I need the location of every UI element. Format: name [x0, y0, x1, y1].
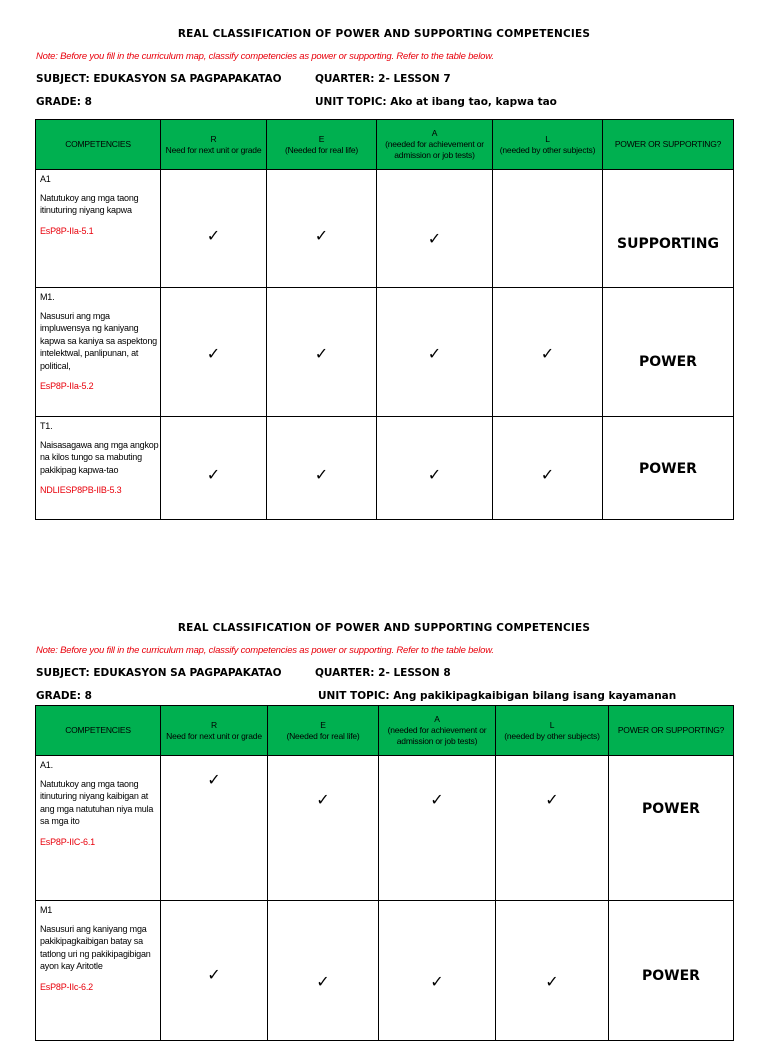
competency-code: M1. — [40, 292, 55, 302]
classification-label: POWER — [639, 354, 697, 370]
competency-description: Natutukoy ang mga taong itinuturing niyang kaibigan at ang mga natutuhan niya mula sa mga ito — [40, 778, 154, 826]
check-icon: ✓ — [206, 344, 221, 363]
competency-description: Naisasagawa ang mga angkop na kilos tungo sa mabuting pakikipag kapwa-tao — [40, 439, 159, 475]
subject-label: SUBJECT: EDUKASYON SA PAGPAPAKATAO — [36, 73, 282, 85]
check-icon: ✓ — [316, 790, 330, 809]
check-icon: ✓ — [427, 229, 442, 248]
check-icon: ✓ — [314, 465, 329, 484]
table-row — [36, 288, 734, 417]
instruction-note: Note: Before you fill in the curriculum map, classify competencies as power or supporting. Refer to the table below. — [36, 645, 494, 656]
check-icon: ✓ — [314, 226, 329, 245]
competency-cell — [36, 756, 161, 901]
check-icon: ✓ — [540, 465, 555, 484]
competency-description: Nasusuri ang kaniyang mga pakikipagkaibigan batay sa tatlong uri ng pakikipagibigan ayon kay Aritotle — [40, 923, 151, 971]
header-r: R Need for next unit or grade — [161, 120, 267, 170]
check-icon: ✓ — [540, 344, 555, 363]
classification-label: POWER — [642, 968, 700, 984]
check-icon: ✓ — [207, 770, 221, 789]
subject-label: SUBJECT: EDUKASYON SA PAGPAPAKATAO — [36, 667, 282, 679]
header-competencies: COMPETENCIES — [36, 120, 161, 170]
competency-cell — [36, 901, 161, 1041]
competency-code: T1. — [40, 421, 53, 431]
table-row — [36, 417, 734, 520]
classification-label: POWER — [639, 461, 697, 477]
quarter-label: QUARTER: 2- LESSON 8 — [315, 667, 451, 679]
grade-label: GRADE: 8 — [36, 96, 92, 108]
header-a: A (needed for achievement or admission or job tests) — [377, 120, 493, 170]
competency-reference: EsP8P-IIC-6.1 — [40, 836, 95, 847]
table-header-row — [36, 706, 734, 756]
check-icon: ✓ — [545, 790, 559, 809]
classification-table — [35, 705, 734, 1041]
competency-code: A1. — [40, 760, 53, 770]
check-icon: ✓ — [206, 465, 221, 484]
unit-topic-label: UNIT TOPIC: Ako at ibang tao, kapwa tao — [315, 96, 557, 108]
header-power-or-supporting: POWER OR SUPPORTING? — [609, 706, 734, 756]
header-e: E (Needed for real life) — [268, 706, 379, 756]
check-icon: ✓ — [316, 972, 330, 991]
competency-reference: EsP8P-IIa-5.2 — [40, 381, 94, 391]
check-icon: ✓ — [430, 790, 444, 809]
check-icon: ✓ — [427, 465, 442, 484]
competency-cell — [36, 288, 161, 417]
check-icon: ✓ — [427, 344, 442, 363]
header-competencies: COMPETENCIES — [36, 706, 161, 756]
check-icon: ✓ — [314, 344, 329, 363]
competency-code: M1 — [40, 905, 53, 915]
grade-label: GRADE: 8 — [36, 690, 92, 702]
competency-reference: EsP8P-IIc-6.2 — [40, 981, 93, 992]
check-icon: ✓ — [545, 972, 559, 991]
competency-reference: EsP8P-IIa-5.1 — [40, 225, 94, 236]
table-row — [36, 756, 734, 901]
header-l: L (needed by other subjects) — [493, 120, 603, 170]
competency-code: A1 — [40, 174, 51, 184]
classification-table — [35, 119, 734, 520]
check-icon: ✓ — [207, 965, 221, 984]
check-icon: ✓ — [206, 226, 221, 245]
header-power-or-supporting: POWER OR SUPPORTING? — [603, 120, 734, 170]
competency-description: Natutukoy ang mga taong itinuturing niyang kapwa — [40, 192, 139, 215]
competency-cell — [36, 417, 161, 520]
unit-topic-label: UNIT TOPIC: Ang pakikipagkaibigan bilang isang kayamanan — [318, 690, 677, 702]
quarter-label: QUARTER: 2- LESSON 7 — [315, 73, 451, 85]
classification-label: SUPPORTING — [617, 236, 719, 252]
table-row — [36, 170, 734, 288]
competency-cell — [36, 170, 161, 288]
competency-description: Nasusuri ang mga impluwensya ng kaniyang kapwa sa kaniya sa aspektong intelektwal, panlipunan, at political, — [40, 310, 157, 371]
page-title: REAL CLASSIFICATION OF POWER AND SUPPORTING COMPETENCIES — [177, 28, 591, 40]
table-row — [36, 901, 734, 1041]
instruction-note: Note: Before you fill in the curriculum map, classify competencies as power or supporting. Refer to the table below. — [36, 51, 494, 62]
header-a: A (needed for achievement or admission or job tests) — [379, 706, 496, 756]
check-icon: ✓ — [430, 972, 444, 991]
header-l: L (needed by other subjects) — [496, 706, 609, 756]
table-header-row — [36, 120, 734, 170]
page-title: REAL CLASSIFICATION OF POWER AND SUPPORTING COMPETENCIES — [177, 622, 591, 634]
classification-label: POWER — [642, 801, 700, 817]
header-r: R Need for next unit or grade — [161, 706, 268, 756]
competency-reference: NDLIESP8PB-IIB-5.3 — [40, 485, 122, 495]
header-e: E (Needed for real life) — [267, 120, 377, 170]
